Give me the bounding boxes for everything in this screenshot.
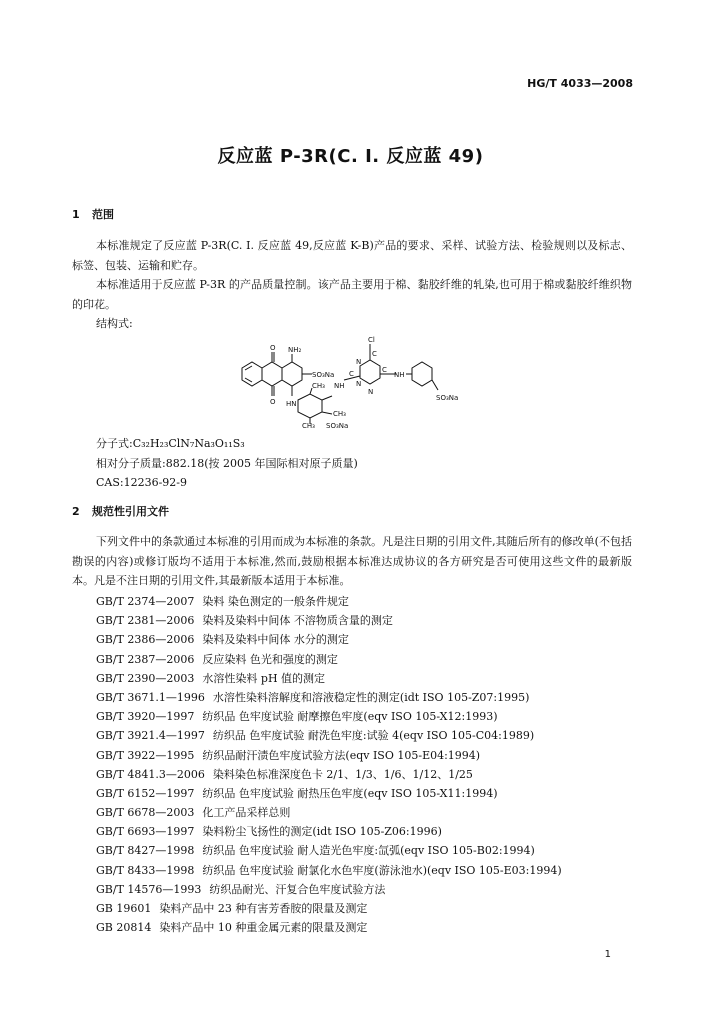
reference-code: GB/T 14576—1993: [96, 882, 202, 896]
reference-title: 染料粉尘飞扬性的测定(idt ISO 105-Z06:1996): [202, 825, 442, 839]
reference-item: [96, 650, 562, 669]
reference-title: 水溶性染料溶解度和溶液稳定性的测定(idt ISO 105-Z07:1995): [212, 690, 530, 704]
section-1-heading: [72, 206, 114, 222]
reference-item: [96, 669, 562, 688]
ring-middle: [262, 362, 282, 386]
document-title: 反应蓝 P-3R(C. I. 反应蓝 49): [217, 146, 484, 167]
reference-code: GB/T 2381—2006: [96, 614, 195, 628]
reference-code: GB/T 4841.3—2006: [96, 767, 205, 781]
reference-code: GB/T 3922—1995: [96, 748, 195, 762]
page-number: 1: [604, 949, 611, 960]
reference-code: GB/T 2387—2006: [96, 652, 195, 666]
reference-code: GB/T 8427—1998: [96, 844, 195, 858]
label-o-top: O: [270, 344, 276, 352]
reference-title: 染料产品中 23 种有害芳香胺的限量及测定: [159, 902, 368, 915]
reference-title: 染料 染色测定的一般条件规定: [202, 595, 349, 608]
ring-left: [242, 362, 262, 386]
molecular-formula: 分子式:C₃₂H₂₃ClN₇Na₃O₁₁S₃: [96, 437, 245, 450]
label-ch3-2: CH₃: [333, 410, 346, 418]
reference-code: GB/T 6152—1997: [96, 786, 195, 800]
molecular-weight: 相对分子质量:882.18(按 2005 年国际相对原子质量): [96, 457, 358, 470]
reference-code: GB/T 2374—2007: [96, 595, 195, 608]
ring-triazine: [360, 360, 380, 384]
scope-paragraph-1: 本标准规定了反应蓝 P-3R(C. I. 反应蓝 49,反应蓝 K-B)产品的要求、采样、试验方法、检验规则以及标志、标签、包装、运输和贮存。: [72, 239, 632, 272]
reference-item: [96, 611, 562, 630]
reference-item: [96, 784, 562, 803]
reference-item: [96, 746, 562, 765]
references-intro: 下列文件中的条款通过本标准的引用而成为本标准的条款。凡是注日期的引用文件,其随后所有的修改单(不包括勘误的内容)或修订版均不适用于本标准,然而,鼓励根据本标准达成协议的各方研究是否可使用这些文件的最新版本。凡是不注日期的引用文件,其最新版本适用于本标准。: [72, 535, 632, 587]
label-ch3-3: CH₃: [302, 422, 315, 430]
reference-code: GB 19601: [96, 902, 152, 915]
label-nh-1: NH: [334, 382, 345, 390]
reference-item: [96, 765, 562, 784]
reference-item: [96, 707, 562, 726]
label-so3na-1: SO₃Na: [312, 371, 335, 379]
reference-item: [96, 899, 562, 918]
reference-title: 纺织品耐汗渍色牢度试验方法(eqv ISO 105-E04:1994): [202, 748, 481, 762]
ring-right: [282, 362, 302, 386]
reference-item: [96, 803, 562, 822]
reference-code: GB/T 8433—1998: [96, 863, 195, 877]
reference-title: 纺织品 色牢度试验 耐人造光色牢度:氙弧(eqv ISO 105-B02:1994): [202, 844, 535, 858]
reference-list: [96, 592, 562, 937]
reference-title: 化工产品采样总则: [202, 806, 291, 820]
label-n-1: N: [356, 358, 362, 366]
reference-code: GB/T 6693—1997: [96, 825, 195, 839]
reference-item: [96, 841, 562, 860]
standard-code: HG/T 4033—2008: [527, 77, 633, 90]
label-c-1: C: [372, 350, 377, 358]
reference-code: GB/T 6678—2003: [96, 806, 195, 820]
reference-item: [96, 880, 562, 899]
reference-item: [96, 630, 562, 649]
reference-title: 染料染色标准深度色卡 2/1、1/3、1/6、1/12、1/25: [212, 767, 473, 781]
reference-code: GB/T 3671.1—1996: [96, 690, 205, 704]
section-2-heading: [72, 503, 169, 519]
reference-code: GB/T 2390—2003: [96, 671, 195, 685]
label-nh2: NH₂: [288, 346, 302, 354]
reference-title: 染料产品中 10 种重金属元素的限量及测定: [159, 921, 368, 935]
reference-title: 纺织品 色牢度试验 耐摩擦色牢度(eqv ISO 105-X12:1993): [202, 710, 498, 724]
reference-code: GB/T 2386—2006: [96, 633, 195, 647]
reference-code: GB 20814: [96, 921, 152, 935]
label-c-3: C: [382, 366, 387, 374]
label-ch3-1: CH₃: [312, 382, 325, 390]
label-nh-2: NH: [394, 371, 405, 379]
reference-title: 水溶性染料 pH 值的测定: [202, 671, 326, 685]
reference-code: GB/T 3921.4—1997: [96, 729, 205, 743]
reference-item: [96, 592, 562, 611]
scope-paragraph-2: 本标准适用于反应蓝 P-3R 的产品质量控制。该产品主要用于棉、黏胶纤维的轧染,也可用于棉或黏胶纤维织物的印花。: [72, 278, 632, 311]
reference-code: GB/T 3920—1997: [96, 710, 195, 724]
label-so3na-3: SO₃Na: [436, 394, 459, 402]
cas-number: CAS:12236-92-9: [96, 476, 188, 489]
label-o-bottom: O: [270, 398, 276, 406]
reference-item: [96, 726, 562, 745]
section-1-number: 1: [72, 208, 80, 221]
ring-lower: [298, 394, 322, 418]
label-so3na-2: SO₃Na: [326, 422, 349, 430]
label-c-2: C: [349, 370, 354, 378]
section-1-title: 范围: [92, 208, 114, 221]
structural-formula: [232, 330, 482, 430]
reference-item: [96, 688, 562, 707]
reference-title: 纺织品耐光、汗复合色牢度试验方法: [209, 882, 386, 896]
section-2-title: 规范性引用文件: [92, 505, 169, 518]
label-n-2: N: [356, 380, 362, 388]
reference-item: [96, 822, 562, 841]
reference-title: 反应染料 色光和强度的测定: [202, 652, 338, 666]
reference-title: 纺织品 色牢度试验 耐氯化水色牢度(游泳池水)(eqv ISO 105-E03:1994): [202, 863, 562, 877]
reference-item: [96, 861, 562, 880]
structure-label: 结构式:: [96, 317, 133, 330]
label-hn: HN: [286, 400, 297, 408]
label-cl: Cl: [368, 336, 375, 344]
reference-title: 纺织品 色牢度试验 耐热压色牢度(eqv ISO 105-X11:1994): [202, 786, 498, 800]
reference-title: 纺织品 色牢度试验 耐洗色牢度:试验 4(eqv ISO 105-C04:1989): [212, 729, 535, 743]
reference-item: [96, 918, 562, 937]
section-2-number: 2: [72, 505, 80, 518]
reference-title: 染料及染料中间体 不溶物质含量的测定: [202, 614, 393, 628]
ring-phenyl: [412, 362, 432, 386]
label-n-3: N: [368, 388, 374, 396]
reference-title: 染料及染料中间体 水分的测定: [202, 633, 349, 647]
